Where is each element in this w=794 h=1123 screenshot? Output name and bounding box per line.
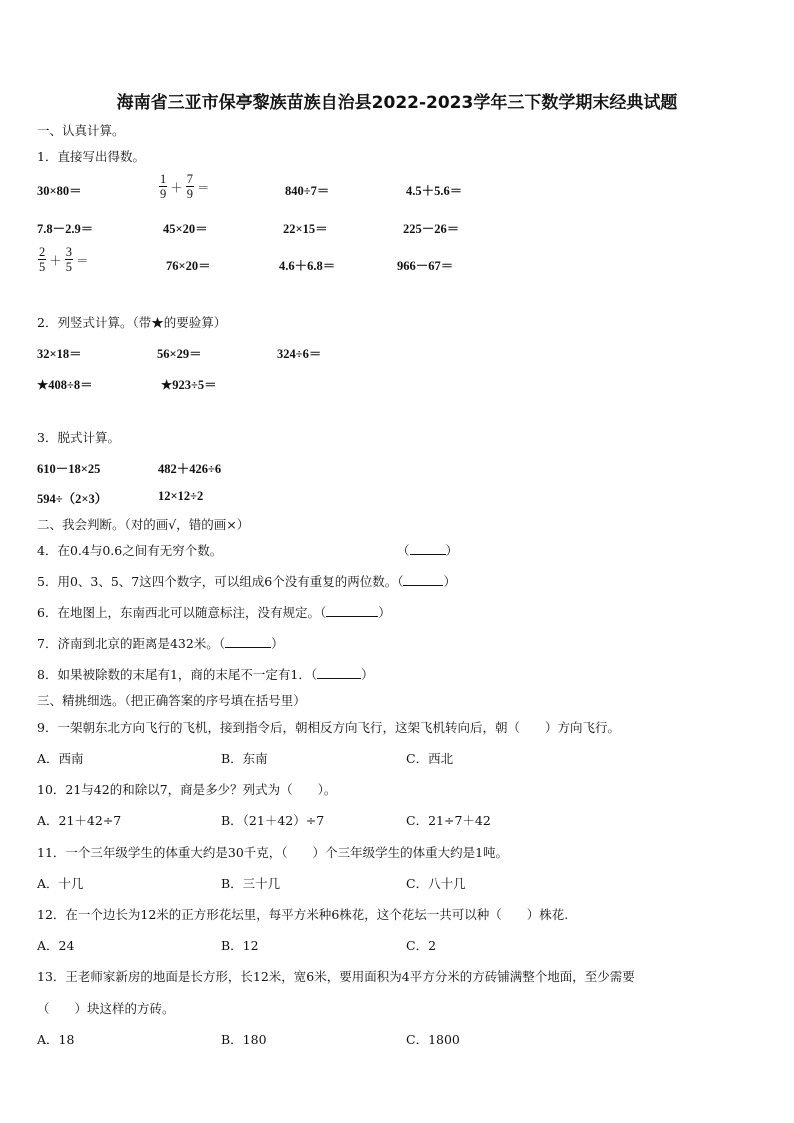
q13-option-c[interactable]: C．1800 [406, 1032, 460, 1047]
q1-prompt: 1．直接写出得数。 [37, 149, 145, 164]
q6-text: 6．在地图上，东南西北可以随意标注，没有规定。 [37, 605, 320, 620]
q3-r2-a: 594÷（2×3） [37, 492, 108, 506]
q5-text: 5．用0、3、5、7这四个数字，可以组成6个没有重复的两位数。 [37, 574, 398, 589]
open-paren: （ [397, 543, 410, 558]
q12-text: 12．在一个边长为12米的正方形花坛里，每平方米种6株花，这个花坛一共可以种（ ）株花. [37, 907, 569, 922]
open-paren: （ [218, 636, 226, 651]
q2-prompt: 2．列竖式计算。（带★的要验算） [37, 315, 227, 330]
q4-text: 4．在0.4与0.6之间有无穷个数。 [37, 543, 223, 558]
open-paren: （ [319, 605, 327, 620]
close-paren: ） [378, 605, 391, 620]
numerator: 3 [65, 245, 73, 259]
numerator: 2 [39, 245, 46, 259]
q9-option-c[interactable]: C．西北 [406, 751, 454, 766]
denominator: 9 [186, 187, 194, 201]
q13-option-a[interactable]: A．18 [37, 1032, 75, 1047]
equals-sign: ＝ [197, 180, 210, 195]
q2-r2-b: ★923÷5＝ [161, 378, 217, 392]
answer-blank[interactable] [403, 573, 443, 586]
fraction [186, 172, 194, 201]
q8-text: 8．如果被除数的末尾有1，商的末尾不一定有1． [37, 667, 311, 682]
q13-text-line2: （ ）块这样的方砖。 [37, 1001, 175, 1016]
q3-r1-b: 482＋426÷6 [158, 462, 222, 476]
q6 [37, 603, 391, 621]
q2-r1-a: 32×18＝ [37, 347, 82, 361]
denominator: 9 [160, 187, 167, 201]
q3-prompt: 3．脱式计算。 [37, 430, 120, 445]
q10-text: 10．21与42的和除以7，商是多少？列式为（ ）。 [37, 782, 337, 797]
answer-blank[interactable] [225, 635, 271, 648]
q1-r1-fraction-expr [158, 172, 212, 201]
q1-r3-d: 966－67＝ [397, 259, 454, 273]
section-1-heading: 一、认真计算。 [37, 123, 125, 138]
section-3-heading: 三、精挑细选。（把正确答案的序号填在括号里） [37, 693, 306, 708]
close-paren: ） [271, 636, 284, 651]
q1-r3-b: 76×20＝ [166, 259, 211, 273]
close-paren: ） [443, 574, 456, 589]
q1-r2-a: 7.8－2.9＝ [37, 222, 94, 236]
q9-text: 9．一架朝东北方向飞行的飞机，接到指令后，朝相反方向飞行，这架飞机转向后，朝（ ）方向飞行。 [37, 720, 620, 735]
fraction [65, 245, 73, 274]
q4 [37, 541, 222, 559]
denominator: 5 [65, 260, 73, 274]
q8 [37, 665, 374, 683]
q13-option-b[interactable]: B．180 [221, 1032, 267, 1047]
fraction [38, 245, 46, 274]
q12-option-b[interactable]: B．12 [221, 938, 259, 953]
q1-r2-d: 225－26＝ [403, 222, 460, 236]
q11-option-c[interactable]: C．八十几 [406, 876, 466, 891]
close-paren: ） [445, 543, 459, 558]
q11-option-b[interactable]: B．三十几 [221, 876, 281, 891]
plus-sign: ＋ [49, 253, 62, 268]
q12-option-c[interactable]: C．2 [406, 938, 437, 953]
q4-answer[interactable] [397, 541, 458, 559]
q1-r1-a: 30×80＝ [37, 184, 82, 198]
numerator: 1 [160, 172, 167, 186]
plus-sign: ＋ [170, 180, 183, 195]
q7-text: 7．济南到北京的距离是432米。 [37, 636, 219, 651]
q10-option-b[interactable]: B．（21＋42）÷7 [221, 813, 325, 828]
q10-option-c[interactable]: C．21÷7＋42 [406, 813, 491, 828]
q2-r1-b: 56×29＝ [157, 347, 202, 361]
q1-r3-fraction-expr [37, 245, 91, 274]
q13-text-line1: 13．王老师家新房的地面是长方形，长12米，宽6米，要用面积为4平方分米的方砖铺满整个地面，至少需要 [37, 969, 635, 984]
q3-r1-a: 610－18×25 [37, 462, 101, 476]
q7 [37, 634, 284, 652]
q9-option-b[interactable]: B．东南 [221, 751, 268, 766]
q10-option-a[interactable]: A．21＋42÷7 [37, 813, 122, 828]
q3-r2-b: 12×12÷2 [158, 489, 204, 503]
q9-option-a[interactable]: A．西南 [37, 751, 84, 766]
close-paren: ） [361, 667, 374, 682]
page-title: 海南省三亚市保亭黎族苗族自治县2022-2023学年三下数学期末经典试题 [116, 93, 678, 113]
fraction [159, 172, 167, 201]
answer-blank[interactable] [317, 666, 361, 679]
answer-blank[interactable] [326, 604, 378, 617]
q2-r2-a: ★408÷8＝ [37, 378, 93, 392]
q2-r1-c: 324÷6＝ [277, 347, 322, 361]
section-2-heading: 二、我会判断。（对的画√，错的画×） [37, 517, 250, 532]
denominator: 5 [39, 260, 46, 274]
open-paren: （ [397, 574, 404, 589]
q5 [37, 572, 456, 590]
q12-option-a[interactable]: A．24 [37, 938, 75, 953]
open-paren: （ [310, 667, 318, 682]
q1-r1-d: 4.5＋5.6＝ [406, 184, 463, 198]
q1-r2-c: 22×15＝ [283, 222, 328, 236]
numerator: 7 [186, 172, 194, 186]
q1-r1-c: 840÷7＝ [285, 184, 330, 198]
q1-r3-c: 4.6＋6.8＝ [279, 259, 336, 273]
q11-text: 11．一个三年级学生的体重大约是30千克，（ ）个三年级学生的体重大约是1吨。 [37, 845, 509, 860]
equals-sign: ＝ [76, 253, 89, 268]
q1-r2-b: 45×20＝ [163, 222, 208, 236]
q11-option-a[interactable]: A．十几 [37, 876, 84, 891]
answer-blank[interactable] [410, 542, 446, 555]
